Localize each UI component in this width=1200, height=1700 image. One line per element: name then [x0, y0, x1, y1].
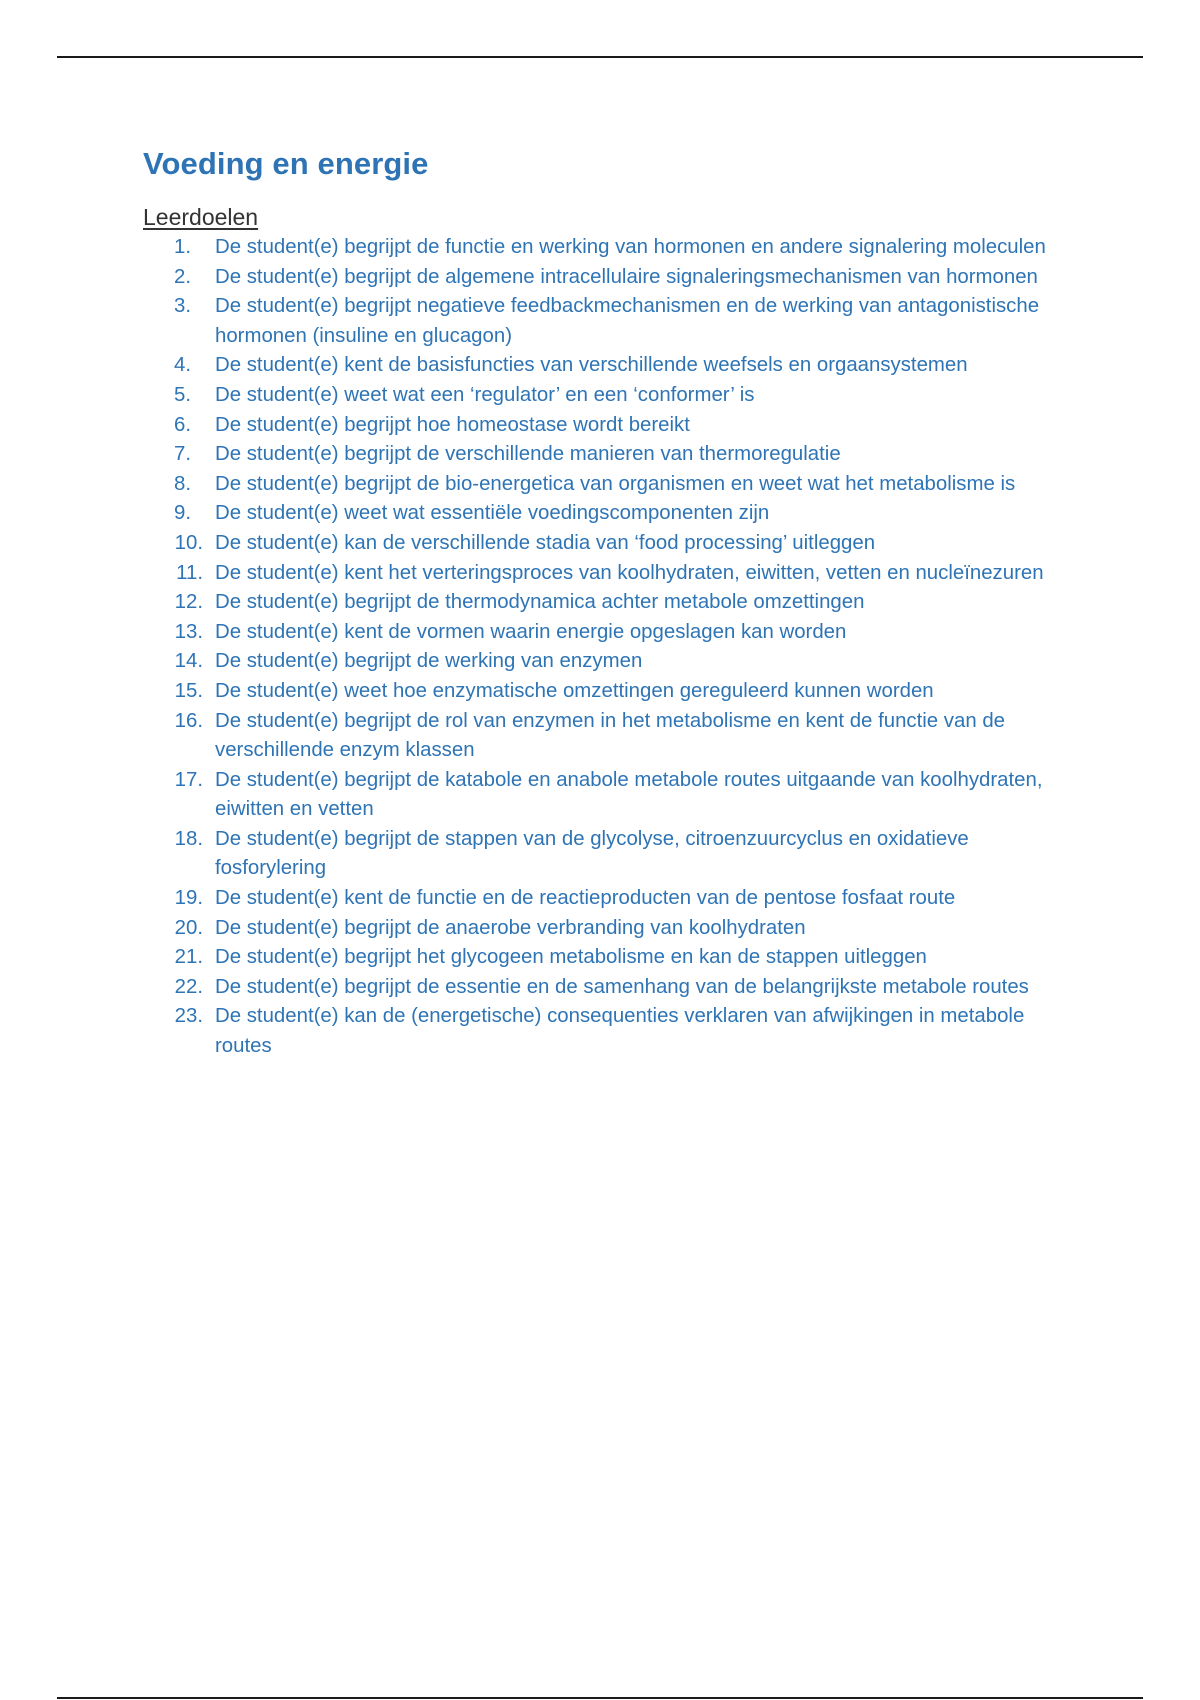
list-item-text: De student(e) begrijpt negatieve feedbackmechanismen en de werking van antagonistische hormonen (insuline en glucagon) [215, 295, 1040, 347]
page-title: Voeding en energie [143, 146, 429, 181]
list-item-number: 13. [174, 620, 203, 643]
list-item-text: De student(e) weet wat een ‘regulator’ en een ‘conformer’ is [215, 383, 755, 406]
section-heading-leerdoelen: Leerdoelen [143, 204, 259, 230]
list-item-text: De student(e) begrijpt de essentie en de samenhang van de belangrijkste metabole routes [215, 975, 1029, 998]
list-item-text: De student(e) begrijpt de bio-energetica van organismen en weet wat het metabolisme is [215, 472, 1016, 495]
list-item-text: De student(e) begrijpt de verschillende manieren van thermoregulatie [215, 443, 841, 466]
list-item [143, 381, 1073, 411]
list-item [143, 884, 1073, 914]
list-item-text: De student(e) kan de (energetische) consequenties verklaren van afwijkingen in metabole routes [215, 1005, 1025, 1058]
list-item [143, 766, 1073, 825]
list-item [143, 499, 1073, 529]
list-item-number: 4. [173, 354, 191, 377]
list-item-number: 18. [174, 827, 203, 850]
learning-goals-list [143, 233, 1073, 1062]
list-item-text: De student(e) begrijpt de thermodynamica achter metabole omzettingen [215, 591, 865, 614]
list-item-number: 8. [173, 472, 191, 495]
list-item [143, 559, 1073, 589]
top-divider [57, 56, 1143, 58]
list-item-number: 7. [173, 443, 191, 466]
list-item [143, 440, 1073, 470]
list-item-text: De student(e) kan de verschillende stadia van ‘food processing’ uitleggen [215, 531, 876, 554]
list-item [143, 973, 1073, 1003]
list-item-number: 3. [173, 295, 191, 318]
list-item [143, 825, 1073, 884]
list-item [143, 588, 1073, 618]
list-item [143, 470, 1073, 500]
list-item [143, 351, 1073, 381]
list-item [143, 677, 1073, 707]
list-item-text: De student(e) begrijpt de functie en werking van hormonen en andere signalering moleculen [215, 236, 1046, 258]
list-item-number: 22. [174, 975, 203, 998]
list-item-text: De student(e) begrijpt de rol van enzymen in het metabolisme en kent de functie van de verschillende enzym klassen [215, 709, 1006, 762]
list-item [143, 707, 1073, 766]
list-item [143, 292, 1073, 351]
list-item-text: De student(e) kent het verteringsproces van koolhydraten, eiwitten, vetten en nucleïnezuren [215, 561, 1044, 584]
list-item-text: De student(e) begrijpt de werking van enzymen [215, 650, 643, 673]
list-item [143, 618, 1073, 648]
list-item-number: 14. [174, 650, 203, 673]
list-item-number: 17. [174, 768, 203, 791]
list-item [143, 411, 1073, 441]
list-item-text: De student(e) begrijpt de katabole en anabole metabole routes uitgaande van koolhydraten, eiwitten en vetten [215, 768, 1043, 821]
list-item-number: 11. [176, 561, 203, 584]
list-item-text: De student(e) kent de vormen waarin energie opgeslagen kan worden [215, 620, 847, 643]
list-item-text: De student(e) weet hoe enzymatische omzettingen gereguleerd kunnen worden [215, 679, 934, 702]
list-item-number: 5. [173, 383, 191, 406]
list-item-text: De student(e) kent de functie en de reactieproducten van de pentose fosfaat route [215, 887, 956, 910]
list-item-number: 21. [174, 946, 203, 969]
list-item-number: 1. [173, 236, 191, 258]
list-item-number: 10. [174, 531, 203, 554]
list-item [143, 943, 1073, 973]
list-item-text: De student(e) begrijpt het glycogeen metabolisme en kan de stappen uitleggen [215, 946, 927, 969]
list-item-number: 6. [173, 413, 191, 436]
list-item [143, 529, 1073, 559]
list-item [143, 914, 1073, 944]
list-item [143, 233, 1073, 263]
list-item-number: 9. [173, 502, 191, 525]
list-item-number: 23. [174, 1005, 203, 1028]
list-item-text: De student(e) begrijpt de algemene intracellulaire signaleringsmechanismen van hormonen [215, 265, 1038, 288]
list-item-text: De student(e) begrijpt de anaerobe verbranding van koolhydraten [215, 916, 806, 939]
list-item-number: 16. [174, 709, 203, 732]
list-item-number: 2. [173, 265, 191, 288]
list-item-text: De student(e) weet wat essentiële voedingscomponenten zijn [215, 502, 770, 525]
list-item-number: 19. [174, 887, 203, 910]
list-item [143, 263, 1073, 293]
document-body [143, 142, 1073, 1062]
list-item [143, 1002, 1073, 1061]
list-item-text: De student(e) begrijpt hoe homeostase wordt bereikt [215, 413, 690, 436]
list-item-number: 15. [174, 679, 203, 702]
list-item-text: De student(e) begrijpt de stappen van de glycolyse, citroenzuurcyclus en oxidatieve fosforylering [215, 827, 969, 880]
list-item [143, 647, 1073, 677]
list-item-number: 12. [174, 591, 203, 614]
list-item-text: De student(e) kent de basisfuncties van verschillende weefsels en orgaansystemen [215, 354, 968, 377]
bottom-divider [57, 1697, 1143, 1699]
list-item-number: 20. [174, 916, 203, 939]
